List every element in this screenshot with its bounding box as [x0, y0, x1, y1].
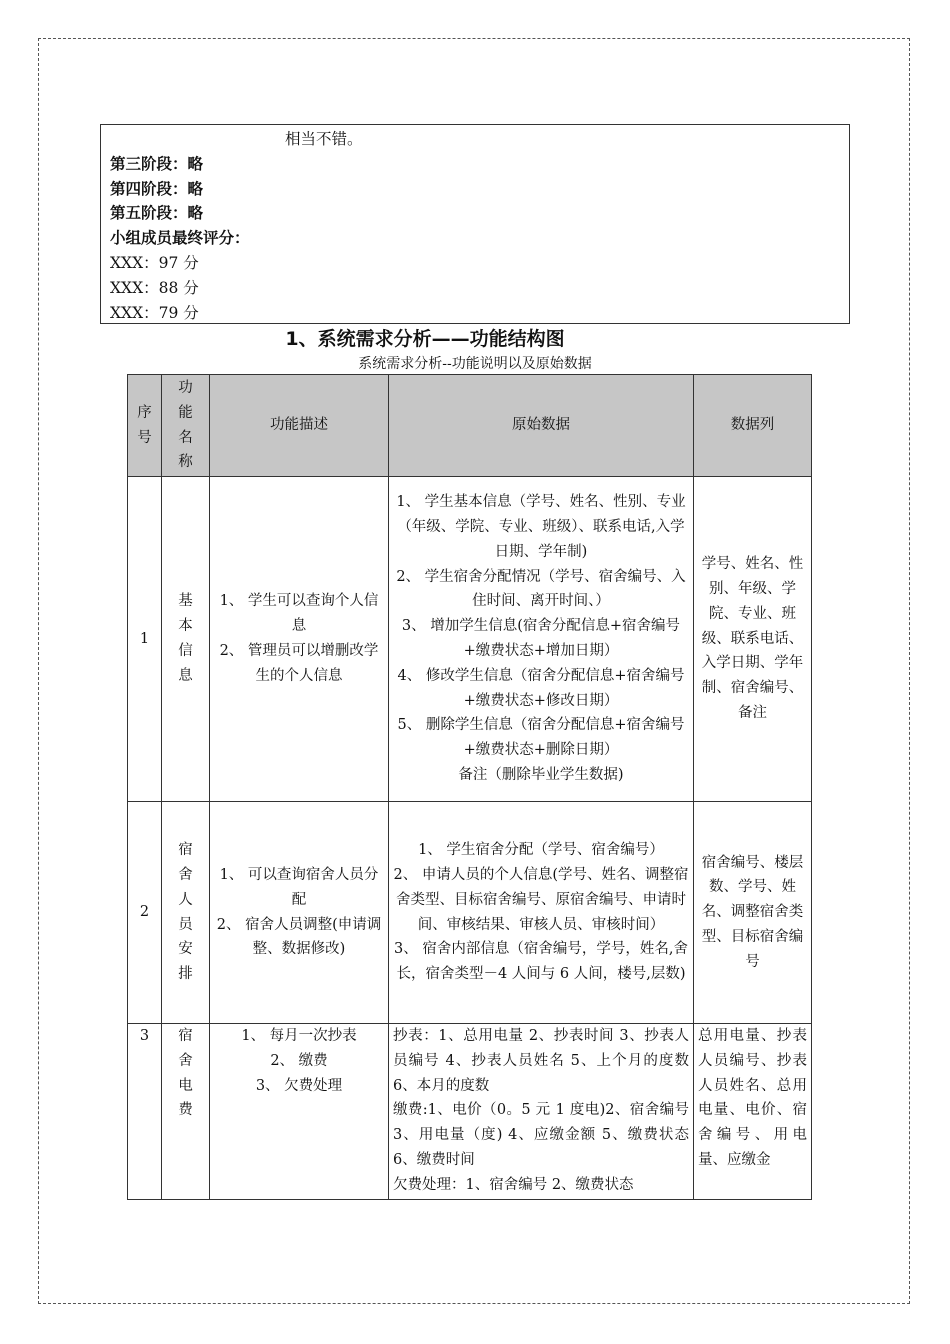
- row-no: 3: [128, 1024, 162, 1200]
- raw-item: 欠费处理：1、宿舍编号 2、缴费状态: [393, 1176, 634, 1193]
- function-table: [127, 374, 812, 1200]
- desc-item: 2、 管理员可以增删改学生的个人信息: [219, 643, 379, 684]
- raw-item: 5、 删除学生信息（宿舍分配信息+宿舍编号+缴费状态+删除日期）: [397, 717, 685, 759]
- raw-item: 3、 增加学生信息(宿舍分配信息+宿舍编号+缴费状态+增加日期）: [401, 618, 681, 659]
- raw-item: 1、 学生宿舍分配（学号、宿舍编号）: [418, 842, 664, 859]
- row-cols: 学号、姓名、性别、年级、学院、专业、班级、联系电话、入学日期、学年制、宿舍编号、备注: [694, 477, 812, 802]
- raw-item: 备注（删除毕业学生数据): [458, 766, 624, 783]
- header-name-label: 功能名称: [178, 379, 193, 471]
- row-cols: [694, 1024, 812, 1200]
- row-cols: 宿舍编号、楼层数、学号、姓名、调整宿舍类型、目标宿舍编号: [694, 802, 812, 1024]
- summary-line: 第四阶段：略: [110, 178, 204, 198]
- header-no-label: 序号: [137, 404, 152, 446]
- raw-item: 2、 申请人员的个人信息(学号、姓名、调整宿舍类型、目标宿舍编号、原宿舍编号、申请时间、审核结果、审核人员、审核时间）: [393, 866, 689, 933]
- summary-line: 第五阶段：略: [110, 203, 204, 223]
- raw-item: 1、 学生基本信息（学号、姓名、性别、专业（年级、学院、专业、班级）、联系电话,入学日期、学年制): [396, 494, 686, 560]
- summary-line: 第三阶段：略: [110, 153, 204, 173]
- header-no: [128, 375, 162, 477]
- header-desc: 功能描述: [210, 375, 389, 477]
- desc-item: 2、 宿舍人员调整(申请调整、数据修改): [216, 916, 382, 958]
- summary-line: 相当不错。: [285, 130, 363, 148]
- row-name-text: 宿舍人员安排: [178, 842, 193, 983]
- header-name: [162, 375, 210, 477]
- row-no: 2: [128, 802, 162, 1024]
- summary-line: XXX：79 分: [110, 303, 199, 322]
- raw-item: 4、 修改学生信息（宿舍分配信息+宿舍编号+缴费状态+修改日期）: [397, 667, 685, 709]
- summary-line: XXX：97 分: [110, 253, 199, 272]
- summary-line: 小组成员最终评分：: [110, 228, 250, 248]
- summary-line: XXX：88 分: [110, 278, 199, 297]
- desc-item: 3、 欠费处理: [255, 1077, 343, 1094]
- row-name: [162, 477, 210, 802]
- table-row: [128, 1024, 812, 1200]
- raw-clip: [393, 1024, 689, 1199]
- summary-box: [100, 124, 850, 324]
- row-name-text: 宿舍电费: [178, 1028, 193, 1119]
- row-no: 1: [128, 477, 162, 802]
- desc-item: 2、 缴费: [270, 1052, 328, 1069]
- raw-item: 3、 宿舍内部信息（宿舍编号，学号，姓名,舍长，宿舍类型－4 人间与 6 人间，楼号,层数): [394, 941, 688, 983]
- raw-item: 2、 学生宿舍分配情况（学号、宿舍编号、入住时间、离开时间、）: [396, 568, 686, 610]
- raw-item: 抄表：1、总用电量 2、抄表时间 3、抄表人员编号 4、抄表人员姓名 5、上个月的度数 6、本月的度数: [393, 1028, 689, 1094]
- desc-item: 1、 学生可以查询个人信息: [219, 593, 379, 635]
- table-caption: 系统需求分析--功能说明以及原始数据: [358, 356, 592, 372]
- row-desc: [210, 477, 389, 802]
- row-desc: [210, 1024, 389, 1200]
- row-raw: [389, 802, 694, 1024]
- row-name: [162, 1024, 210, 1200]
- row-raw: [389, 1024, 694, 1200]
- row-name-text: 基本信息: [178, 593, 193, 684]
- desc-item: 1、 可以查询宿舍人员分配: [219, 866, 379, 908]
- table-row: [128, 477, 812, 802]
- row-raw: [389, 477, 694, 802]
- cols-clip: 总用电量、抄表人员编号、抄表人员姓名、总用电量、电价、宿舍编号、用电量、应缴金: [698, 1028, 807, 1168]
- row-desc: [210, 802, 389, 1024]
- section-title: 1、系统需求分析——功能结构图: [285, 328, 565, 350]
- row-name: [162, 802, 210, 1024]
- desc-item: 1、 每月一次抄表: [241, 1028, 357, 1044]
- table-header-row: [128, 375, 812, 477]
- raw-item: 缴费:1、电价（0。5 元 1 度电)2、宿舍编号 3、用电量（度) 4、应缴金额 5、缴费状态 6、缴费时间: [393, 1102, 689, 1168]
- header-raw: 原始数据: [389, 375, 694, 477]
- table-row: [128, 802, 812, 1024]
- header-cols: 数据列: [694, 375, 812, 477]
